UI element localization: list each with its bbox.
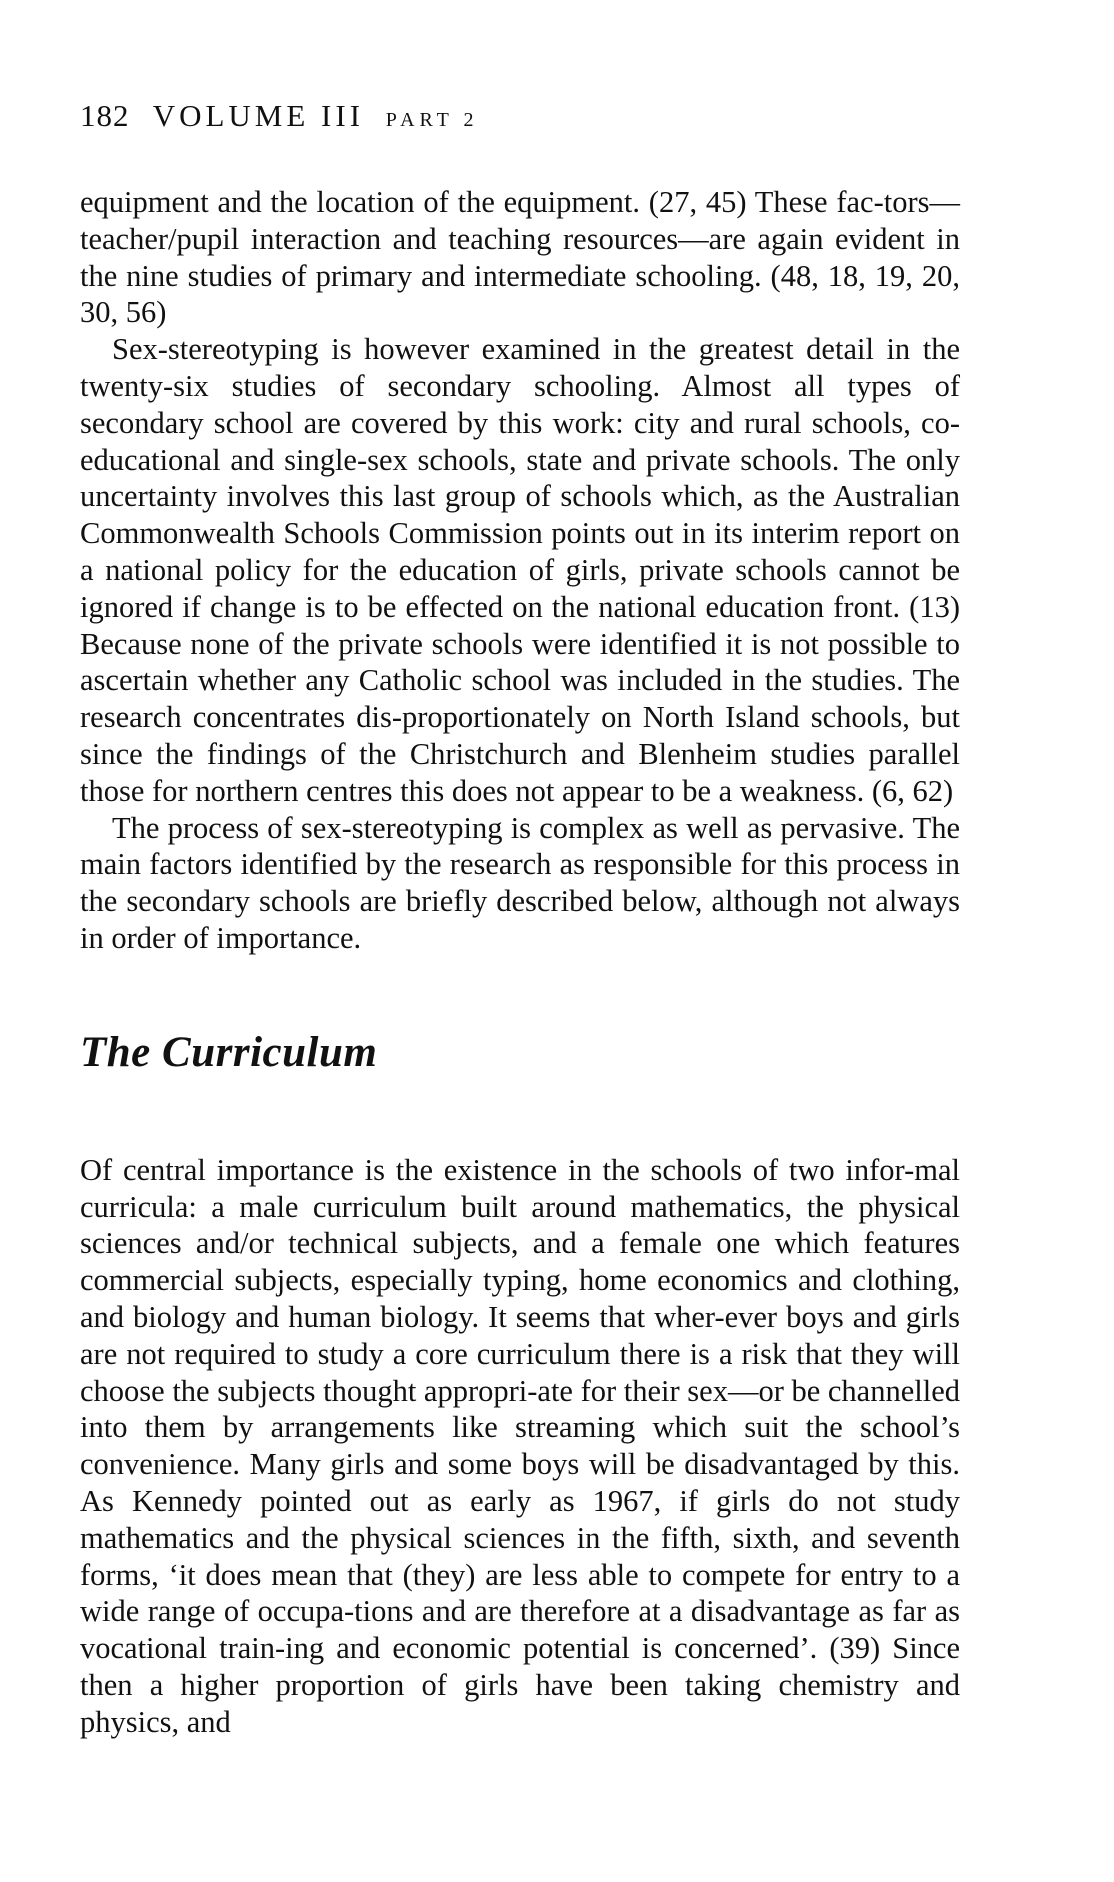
paragraph: The process of sex-stereotyping is complex as well as pervasive. The main factors identified by the research as responsible for this process in the secondary schools are briefly described below, although not always in order of importance. <box>80 810 960 955</box>
part-label: PART 2 <box>385 109 479 131</box>
paragraph-continued: equipment and the location of the equipment. (27, 45) These fac-tors—teacher/pupil interaction and teaching resources—are again evident in the nine studies of primary and intermediate schooling. (48, 18, 19, 20, 30, 56) <box>80 185 960 330</box>
section-heading: The Curriculum <box>80 1028 378 1076</box>
paragraph: Of central importance is the existence in the schools of two infor-mal curricula: a male curriculum built around mathematics, the physical sciences and/or technical subjects, and a female one which features commercial subjects, especially typing, home economics and clothing, and biology and human biology. It seems that wher-ever boys and girls are not required to study a core curriculum there is a risk that they will choose the subjects thought appropri-ate for their sex—or be channelled into them by arrangements like streaming which suit the school’s convenience. Many girls and some boys will be disadvantaged by this. As Kennedy pointed out as early as 1967, if girls do not study mathematics and the physical sciences in the fifth, sixth, and seventh forms, ‘it does mean that (they) are less able to compete for entry to a wide range of occupa-tions and are therefore at a disadvantage as far as vocational train-ing and economic potential is concerned’. (39) Since then a higher proportion of girls have been taking chemistry and physics, and <box>80 1152 960 1739</box>
volume-label: VOLUME III <box>152 98 365 133</box>
running-head <box>80 100 960 140</box>
paragraph: Sex-stereotyping is however examined in the greatest detail in the twenty-six studies of secondary schooling. Almost all types of secondary school are covered by this work: city and rural schools, co-educational and single-sex schools, state and private schools. The only uncertainty involves this last group of schools which, as the Australian Commonwealth Schools Commission points out in its interim report on a national policy for the education of girls, private schools cannot be ignored if change is to be effected on the national education front. (13) Because none of the private schools were identified it is not possible to ascertain whether any Catholic school was included in the studies. The research concentrates dis-proportionately on North Island schools, but since the findings of the Christchurch and Blenheim studies parallel those for northern centres this does not appear to be a weakness. (6, 62) <box>80 332 960 808</box>
book-page <box>80 100 960 1740</box>
page-number: 182 <box>80 98 130 133</box>
body-text <box>80 184 960 1740</box>
